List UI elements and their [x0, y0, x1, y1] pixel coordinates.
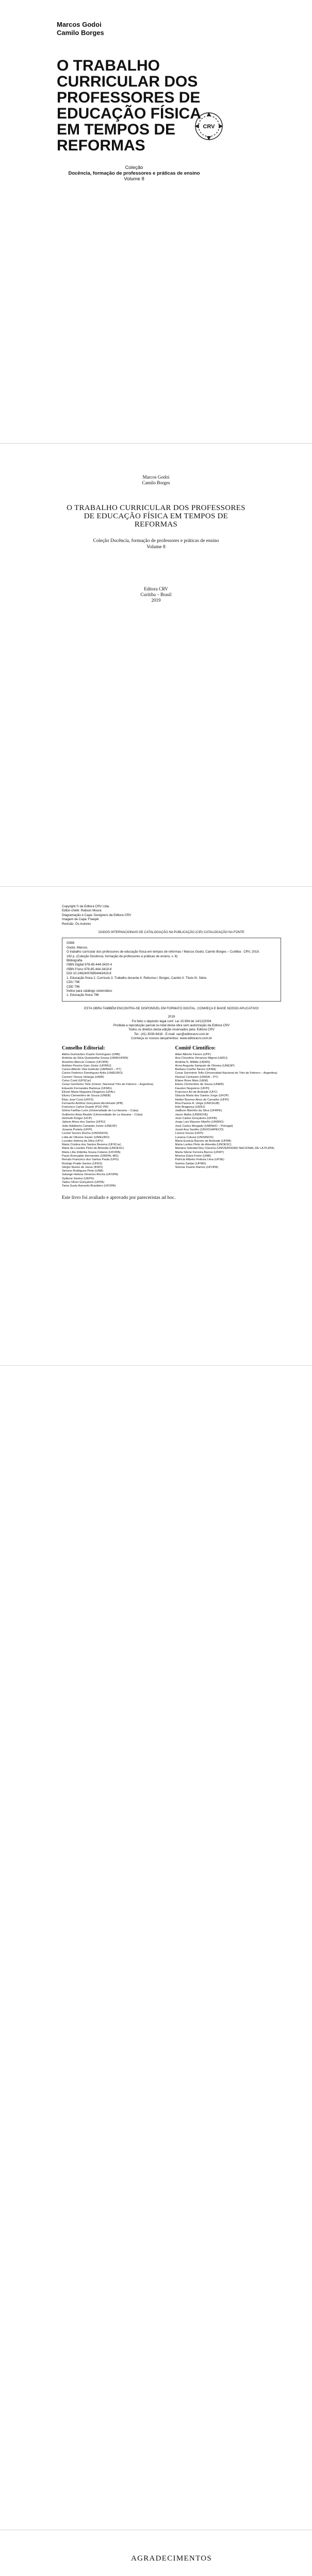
- council-member: Francisco Carlos Duarte (PUC-PR): [62, 1106, 109, 1109]
- council-member: Helder Buenos Aires de Carvalho (UFPI): [175, 1098, 229, 1101]
- credit-line: Copyright © da Editora CRV Ltda.: [62, 905, 110, 908]
- council-member: Marta Silene Ferreira Barros (UFMT): [175, 1150, 224, 1154]
- council-member: Simone Duarte Ramos (UFOPA): [175, 1165, 219, 1169]
- half-title-authors: [0, 474, 312, 486]
- cover-title: O TRABALHO CURRICULAR DOS PROFESSORES DE EDUCAÇÃO FÍSICA EM TEMPOS DE REFORMAS: [57, 57, 201, 154]
- acknowledgements-page: [0, 2530, 312, 2576]
- council-member: Samira Zaidan (UFMG): [175, 1162, 206, 1165]
- council-member: Leonel Severo Rocha (UNISINOS): [62, 1132, 108, 1136]
- council-member: Ilma Passos A. Veiga (UNICEUB): [175, 1101, 220, 1105]
- collection-label: Coleção: [125, 165, 143, 171]
- catalog-line: G588: [67, 941, 75, 945]
- council-member: Carlos Federico Dominguez Avila (UNIEURO): [62, 1072, 123, 1075]
- catalog-header: DADOS INTERNACIONAIS DE CATALOGAÇÃO NA PUBLICAÇÃO (CIP) CATALOGAÇÃO NA FONTE: [98, 930, 244, 935]
- council-member: Anselmo Alencar Colares (UFOPA): [62, 1060, 109, 1064]
- svg-text:CRV: CRV: [203, 124, 215, 130]
- council-member: Maria Cristina dos Santos Bezerra (UFSCar): [62, 1143, 121, 1147]
- legal-year: 2019: [168, 1015, 175, 1019]
- collection-volume: Volume 8: [124, 176, 144, 182]
- council-member: Jason Mafra (UNINOVE): [175, 1113, 208, 1116]
- cover-author: Marcos Godoi: [57, 21, 102, 28]
- council-member: Francisco Ari de Andrade (UFC): [175, 1090, 218, 1094]
- council-member: Sydione Santos (UEPG): [62, 1177, 94, 1180]
- catalog-line: CDD 796: [67, 985, 80, 989]
- council-member: Mariana Soledad Rey Clavería (UNIVERSIDAD NACIONAL DE LA PLATA): [175, 1147, 274, 1150]
- half-volume: Volume 8: [146, 545, 166, 550]
- legal-deposit: Foi feito o depósito legal conf. Lei 10.994 de 14/12/2004: [132, 1019, 211, 1023]
- council-member: Guillermo Arias Beatón (Universidade de La Havana – Cuba): [62, 1113, 143, 1116]
- publisher-year: 2019: [151, 598, 161, 603]
- council-member: Maria Lília Imbiriba Sousa Colares (UFOPA): [62, 1150, 121, 1154]
- legal-rights: Todos os direitos desta edição reservados pela: Editora CRV: [128, 1028, 215, 1032]
- publisher-block: [0, 586, 312, 603]
- council-member: Simone Rodrigues Pinto (UNB): [62, 1170, 104, 1173]
- council-member: Moema Dutra Freire (UNB): [175, 1154, 211, 1158]
- scientific-council: [175, 1046, 282, 1189]
- council-member: Elione Maria Nogueira Diogenes (UFAL): [62, 1090, 116, 1094]
- catalog-line: DOI 10.24824/978854443419.8: [67, 972, 111, 976]
- council-member: Altair Alberto Fávero (UPF): [175, 1053, 211, 1056]
- council-member: Cesar Gerónimo Tello (Univer. Nacional Três de Febrero – Argentina): [62, 1083, 154, 1087]
- council-member: Barbara Coelho Neves (UFBA): [175, 1068, 217, 1072]
- council-member: Gláucia Maria dos Santos Jorge (UFOP): [175, 1094, 229, 1098]
- council-member: Aldira Guimarães Duarte Domínguez (UNB): [62, 1053, 120, 1056]
- blank-page: [0, 1365, 312, 2530]
- half-collection: Coleção Docência, formação de professores e práticas de ensino: [93, 538, 219, 544]
- council-member: Elizeu Clementino de Souza (UNEB): [62, 1094, 111, 1098]
- catalog-line: Bibliografia: [67, 959, 83, 963]
- council-member: Josania Portela (UFPI): [62, 1128, 92, 1131]
- council-member: Gloria Fariñas León (Universidade de La Havana – Cuba): [62, 1109, 139, 1113]
- editorial-council: [62, 1046, 168, 1189]
- council-member: Paulo Romualdo Hernandes (UNIFAL-MG): [62, 1154, 119, 1158]
- cover-authors: [57, 21, 281, 37]
- cover-author: Camilo Borges: [57, 29, 104, 37]
- legal-contact: Tel.: (41) 3039-6418 - E-mail: sac@editoracrv.com.br: [134, 1032, 209, 1036]
- council-member: Tania Suely Azevedo Brasileiro (UFOPA): [62, 1184, 116, 1188]
- council-member: Diosnel Centurion (UNIDA – PY): [175, 1075, 218, 1079]
- peer-review-note: Este livro foi avaliado e aprovado por pareceristas ad hoc.: [62, 1195, 176, 1200]
- credit-line: Imagem de Capa: Freepik: [62, 918, 99, 922]
- council-member: Joseli Ana Tarelho (UNOCHAPECÓ): [175, 1128, 224, 1131]
- credit-line: Editor-chefe: Railson Moura: [62, 909, 102, 913]
- council-member: Andréia N. Militão (UEMS): [175, 1060, 210, 1064]
- council-member: Patrícia Ribeiro Feitosa Lima (UFSE): [175, 1158, 224, 1162]
- catalog-index-label: Índice para catálogo sistemático: [67, 989, 112, 993]
- council-member: José Carlos Morgado (UMINHO – Portugal): [175, 1124, 233, 1128]
- crv-logo: [193, 111, 224, 142]
- council-member: Ana Chrystina Venancio Mignot (UERJ): [175, 1057, 227, 1060]
- legal-block: [62, 1015, 281, 1041]
- half-author: Camilo Borges: [142, 480, 170, 485]
- half-title-page: [0, 443, 312, 886]
- scientific-council-title: Comitê Científico:: [175, 1045, 216, 1051]
- crv-logo-icon: [193, 111, 224, 142]
- council-member: Anna Augusta Sampaio de Oliveira (UNESP): [175, 1064, 235, 1067]
- council-member: Maria Eurácia Barreto de Andrade (UFRB): [175, 1139, 232, 1143]
- council-member: João Adalberto Campato Junior (UNESP): [62, 1124, 117, 1128]
- council-member: Helmuth Krüger (UCP): [62, 1117, 92, 1121]
- half-author: Marcos Godoi: [142, 474, 170, 480]
- council-member: Cesar Gerónimo Tello (Universidad Nacional de Três de Febrero – Argentina): [175, 1072, 277, 1075]
- publisher-place: Curitiba – Brasil: [140, 592, 172, 597]
- council-member: Tadeu Oliver Gonçalves (UFPA): [62, 1181, 105, 1184]
- catalog-line: ISBN Digital 978-85-444-3420-4: [67, 963, 112, 967]
- copyright-credits: [62, 905, 281, 926]
- catalog-line: 1. Educação física 2. Currículo 3. Trabalho docente 4. Reforma I. Borges, Camilo II. Título III. Série.: [67, 976, 207, 980]
- catalog-line: ISBN Físico 978-85-444-3419-8: [67, 967, 112, 971]
- council-member: Inês Bragança (UERJ): [175, 1106, 205, 1109]
- council-member: Fauston Negreiros (UFPI): [175, 1087, 209, 1090]
- half-title-heading: O TRABALHO CURRICULAR DOS PROFESSORES DE EDUCAÇÃO FÍSICA EM TEMPOS DE REFORMAS: [67, 504, 245, 529]
- council-member: Jailson Alves dos Santos (UFRJ): [62, 1121, 106, 1124]
- acknowledgements-title: AGRADECIMENTOS: [130, 2554, 212, 2563]
- catalog-index-entry: 1. Educação física 796: [67, 993, 99, 997]
- council-member: Rodrigo Pratte-Santos (UFES): [62, 1162, 103, 1165]
- legal-site: Conheça os nossos lançamentos: www.editoracrv.com.br: [131, 1037, 212, 1041]
- catalog-card: [62, 938, 281, 1001]
- council-member: Fernando Antônio Gonçalves Alcoforado (IPB): [62, 1101, 123, 1105]
- cover-collection: [57, 165, 211, 182]
- council-member: Celso Conti (UFSCar): [62, 1079, 91, 1083]
- council-member: Jadilson Marinho da Silva (UFRPE): [175, 1109, 222, 1113]
- council-member: Lorena Sousa (UFPI): [175, 1132, 204, 1136]
- catalog-line: Godoi, Marcos.: [67, 945, 88, 950]
- cover-page: [0, 0, 312, 443]
- credit-line: Diagramação e Capa: Designers da Editora CRV: [62, 913, 132, 917]
- council-member: Carlos Alberto Vilar Estêvão (UMINHO – PT): [62, 1068, 121, 1072]
- council-member: Maria Lurdes Pinto de Almeida (UNOESC): [175, 1143, 232, 1147]
- council-member: Lourdes Helena da Silva (UFV): [62, 1139, 104, 1143]
- council-member: Jean Carlos Gonçalves (UFPR): [175, 1117, 217, 1121]
- council-member: Eduardo Fernandes Barbosa (UFMG): [62, 1087, 112, 1090]
- council-member: Luciana Colussi (UNISINOS): [175, 1136, 214, 1139]
- digital-note: ESTA OBRA TAMBÉM ENCONTRA-SE DISPONÍVEL EM FORMATO DIGITAL. CONHEÇA E BAIXE NOSSO APLICATIVO!: [84, 1006, 259, 1010]
- half-title-collection: [0, 538, 312, 550]
- council-member: Eliane Rose Maio (UEM): [175, 1079, 208, 1083]
- council-member: Jorge Luís Mazzeo Mariño (UNIRIO): [175, 1121, 224, 1124]
- scientific-council-list: [175, 1053, 282, 1170]
- council-member: Carmen Tereza Velanga (UNIR): [62, 1075, 104, 1079]
- copyright-page: [0, 886, 312, 1365]
- credit-line: Revisão: Os Autores: [62, 922, 91, 926]
- legal-prohibited: Proibida a reprodução parcial ou total desta obra sem autorização da Editora CRV: [113, 1023, 230, 1027]
- council-member: Elizeu Clementino de Souza (UNEB): [175, 1083, 224, 1087]
- editorial-council-list: [62, 1053, 168, 1189]
- councils: [62, 1046, 281, 1189]
- catalog-line: 162 p. (Coleção Docência, formação de professores e práticas de ensino, v. 8): [67, 954, 178, 958]
- catalog-line: O trabalho curricular dos professores de educação física em tempos de reformas / Marcos Godoi, Camilo Borges – Curitiba : CRV, 2019.: [67, 950, 260, 954]
- council-member: Solange Helena Ximenes-Rocha (UFOPA): [62, 1173, 119, 1177]
- editorial-council-title: Conselho Editorial:: [62, 1045, 105, 1051]
- council-member: Maria de Lourdes Pinto de Almeida (UNOESC): [62, 1147, 124, 1150]
- publisher-name: Editora CRV: [144, 586, 168, 591]
- council-member: Antônio Pereira Gaio Júnior (UFRRJ): [62, 1064, 111, 1067]
- council-member: Andréia da Silva Quintanilha Sousa (UNIR/UFRN): [62, 1057, 128, 1060]
- council-member: Sérgio Nunes de Jesus (IFRO): [62, 1165, 103, 1169]
- council-member: Lídia de Oliveira Xavier (UNIEURO): [62, 1136, 110, 1139]
- collection-name: Docência, formação de professores e práticas de ensino: [68, 171, 200, 176]
- council-member: Élsio José Corá (UFFS): [62, 1098, 94, 1101]
- council-member: Renato Francisco dos Santos Paula (UFG): [62, 1158, 119, 1162]
- catalog-line: CDU 796: [67, 980, 80, 985]
